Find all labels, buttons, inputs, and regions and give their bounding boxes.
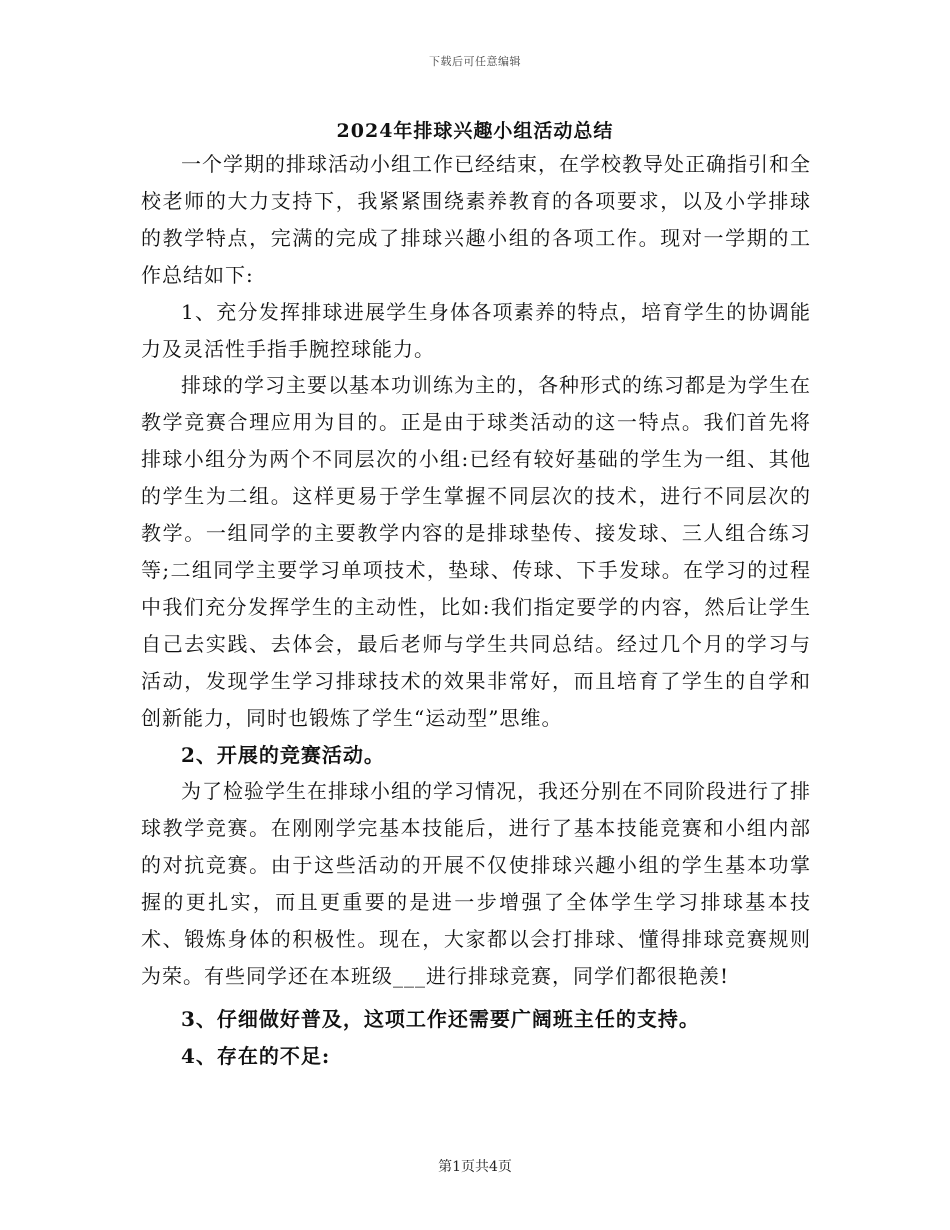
section-3-heading: 3、仔细做好普及，这项工作还需要广阔班主任的支持。 — [181, 1006, 700, 1031]
section-1-paragraph: 1、充分发挥排球进展学生身体各项素养的特点，培育学生的协调能力及灵活性手指手腕控球能力。 — [141, 299, 811, 361]
intro-paragraph: 一个学期的排球活动小组工作已经结束，在学校教导处正确指引和全校老师的大力支持下，我紧紧围绕素养教育的各项要求，以及小学排球的教学特点，完满的完成了排球兴趣小组的各项工作。现对一学期的工作总结如下: — [141, 152, 811, 287]
section-2-heading: 2、开展的竞赛活动。 — [181, 742, 385, 767]
header-note: 下载后可任意编辑 — [429, 55, 521, 68]
page-footer: 第1页共4页 — [438, 1159, 512, 1175]
document-body — [141, 146, 811, 1075]
section-1-detail-paragraph: 排球的学习主要以基本功训练为主的，各种形式的练习都是为学生在教学竞赛合理应用为目的。正是由于球类活动的这一特点。我们首先将排球小组分为两个不同层次的小组:已经有较好基础的学生为一组、其他的学生为二组。这样更易于学生掌握不同层次的技术，进行不同层次的教学。一组同学的主要教学内容的是排球垫传、接发球、三人组合练习等;二组同学主要学习单项技术，垫球、传球、下手发球。在学习的过程中我们充分发挥学生的主动性，比如:我们指定要学的内容，然后让学生自己去实践、去体会，最后老师与学生共同总结。经过几个月的学习与活动，发现学生学习排球技术的效果非常好，而且培育了学生的自学和创新能力，同时也锻炼了学生“运动型”思维。 — [141, 373, 811, 730]
section-2-detail-paragraph: 为了检验学生在排球小组的学习情况，我还分别在不同阶段进行了排球教学竞赛。在刚刚学完基本技能后，进行了基本技能竞赛和小组内部的对抗竞赛。由于这些活动的开展不仅使排球兴趣小组的学生基本功掌握的更扎实，而且更重要的是进一步增强了全体学生学习排球基本技术、锻炼身体的积极性。现在，大家都以会打排球、懂得排球竞赛规则为荣。有些同学还在本班级___进行排球竞赛，同学们都很艳羡! — [141, 779, 811, 988]
document-title: 2024年排球兴趣小组活动总结 — [336, 120, 614, 142]
section-4-heading: 4、存在的不足: — [181, 1043, 331, 1068]
